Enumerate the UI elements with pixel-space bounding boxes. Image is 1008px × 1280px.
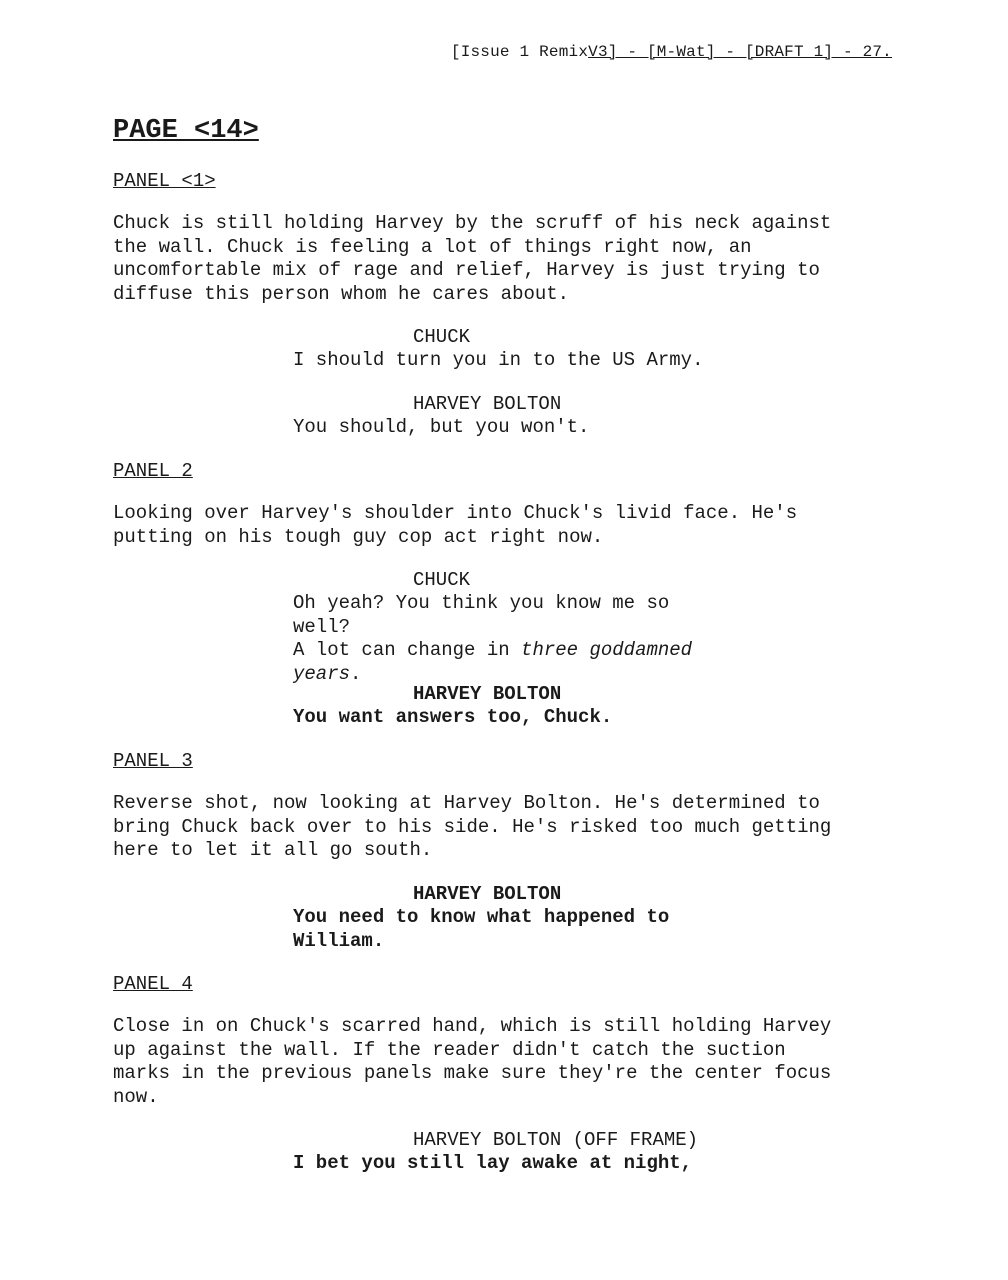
dialogue-line: I bet you still lay awake at night, <box>293 1152 693 1174</box>
character-name: HARVEY BOLTON <box>413 683 562 705</box>
panel-3-heading: PANEL 3 <box>113 750 193 772</box>
page-header <box>451 43 892 61</box>
character-name: HARVEY BOLTON <box>413 883 562 905</box>
character-name: CHUCK <box>413 569 471 591</box>
character-name: CHUCK <box>413 326 471 348</box>
character-name: HARVEY BOLTON (OFF FRAME) <box>413 1129 699 1151</box>
dialogue-emphasis: three goddamned years <box>293 639 693 685</box>
header-prefix: [Issue 1 Remix <box>450 43 589 61</box>
dialogue-text: Oh yeah? You think you know me so well? A lot can change in <box>293 592 670 661</box>
header-draft-info: V3] - [M-Wat] - [DRAFT 1] - 27. <box>588 43 892 61</box>
panel-2-action: Looking over Harvey's shoulder into Chuck's livid face. He's putting on his tough guy cop act right now. <box>113 502 798 548</box>
dialogue-line: You want answers too, Chuck. <box>293 706 613 728</box>
character-name: HARVEY BOLTON <box>413 393 562 415</box>
panel-1-action: Chuck is still holding Harvey by the scruff of his neck against the wall. Chuck is feeling a lot of things right now, an uncomfortable mix of rage and relief, Harvey is just trying to diffuse this person whom he cares about. <box>113 212 832 305</box>
dialogue-line: You should, but you won't. <box>293 416 590 438</box>
dialogue-text-end: . <box>350 662 362 685</box>
panel-1-heading: PANEL <1> <box>113 170 216 192</box>
panel-4-action: Close in on Chuck's scarred hand, which is still holding Harvey up against the wall. If the reader didn't catch the suction marks in the previous panels make sure they're the center focus now. <box>113 1015 832 1108</box>
panel-3-action: Reverse shot, now looking at Harvey Bolton. He's determined to bring Chuck back over to his side. He's risked too much getting here to let it all go south. <box>113 792 832 861</box>
page-title: PAGE <14> <box>113 116 259 146</box>
dialogue-line: I should turn you in to the US Army. <box>293 349 704 371</box>
dialogue-line <box>293 592 733 686</box>
panel-4-heading: PANEL 4 <box>113 973 193 995</box>
panel-2-heading: PANEL 2 <box>113 460 193 482</box>
dialogue-line: You need to know what happened to William. <box>293 906 670 952</box>
